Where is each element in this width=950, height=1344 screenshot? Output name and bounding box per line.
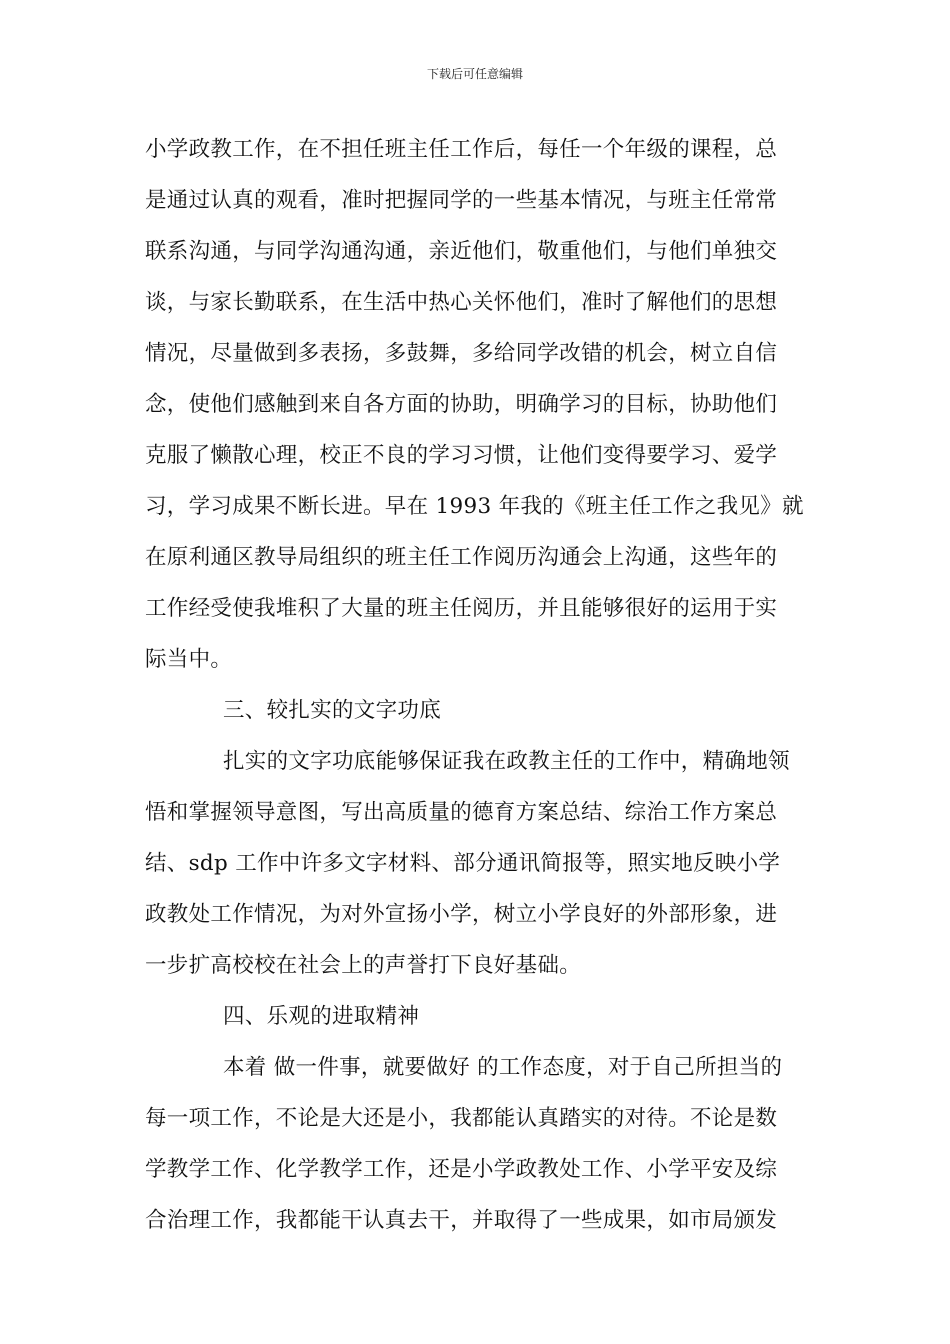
text-line: 每一项工作，不论是大还是小，我都能认真踏实的对待。不论是数 [145,1106,778,1131]
page-header: 下载后可任意编辑 [426,67,523,81]
document-body [145,132,805,1254]
text-line: 习，学习成果不断长进。早在 1993 年我的《班主任工作之我见》就 [145,494,804,519]
section-heading: 四、乐观的进取精神 [223,1004,420,1029]
text-line: 在原利通区教导局组织的班主任工作阅历沟通会上沟通，这些年的 [145,545,778,570]
text-line: 小学政教工作，在不担任班主任工作后，每任一个年级的课程，总 [145,137,778,162]
text-line: 情况，尽量做到多表扬，多鼓舞，多给同学改错的机会，树立自信 [145,341,778,366]
text-line: 谈，与家长勤联系，在生活中热心关怀他们，准时了解他们的思想 [145,290,778,315]
text-line: 克服了懒散心理，校正不良的学习习惯，让他们变得要学习、爱学 [145,443,778,468]
text-line: 是通过认真的观看，准时把握同学的一些基本情况，与班主任常常 [145,188,778,213]
text-line: 结、sdp 工作中许多文字材料、部分通讯简报等，照实地反映小学 [145,851,781,876]
text-line: 悟和掌握领导意图，写出高质量的德育方案总结、综治工作方案总 [145,800,778,825]
text-line: 际当中。 [145,647,233,672]
text-line: 合治理工作，我都能干认真去干，并取得了一些成果，如市局颁发 [145,1208,778,1233]
text-line: 联系沟通，与同学沟通沟通，亲近他们，敬重他们，与他们单独交 [145,239,778,264]
text-line: 学教学工作、化学教学工作，还是小学政教处工作、小学平安及综 [145,1157,778,1182]
text-line: 工作经受使我堆积了大量的班主任阅历，并且能够很好的运用于实 [145,596,778,621]
text-line: 扎实的文字功底能够保证我在政教主任的工作中，精确地领 [223,749,790,774]
text-line: 念，使他们感触到来自各方面的协助，明确学习的目标，协助他们 [145,392,778,417]
text-line: 本着 做一件事，就要做好 的工作态度，对于自己所担当的 [223,1055,783,1080]
text-line: 一步扩高校校在社会上的声誉打下良好基础。 [145,953,582,978]
text-line: 政教处工作情况，为对外宣扬小学，树立小学良好的外部形象，进 [145,902,778,927]
section-heading: 三、较扎实的文字功底 [223,698,442,723]
